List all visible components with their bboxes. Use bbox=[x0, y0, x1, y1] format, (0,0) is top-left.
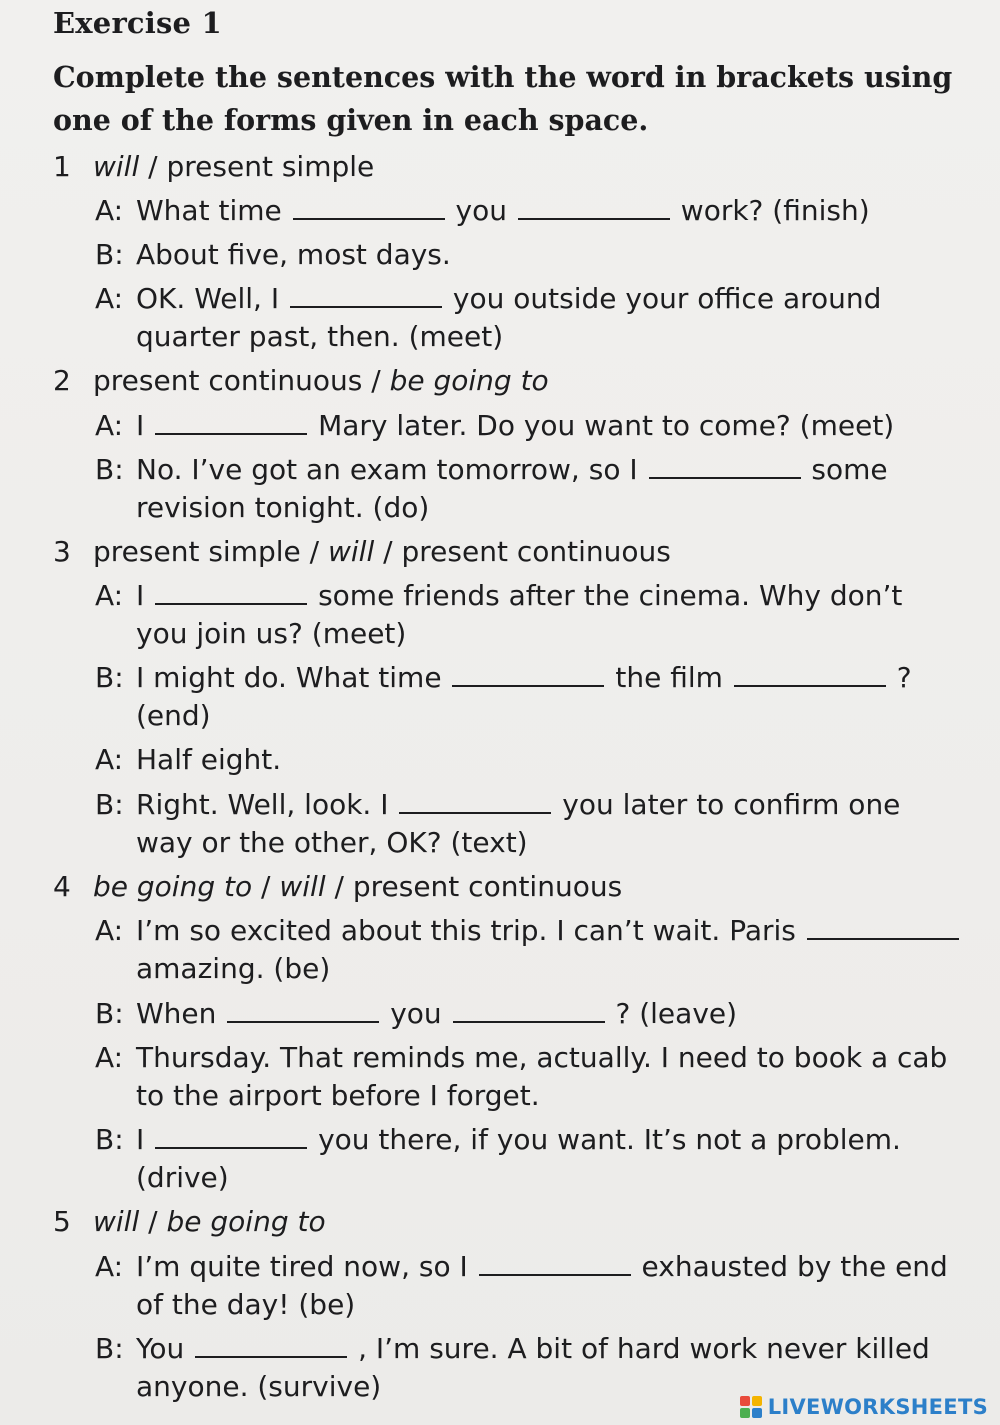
speaker-label: B: bbox=[95, 661, 124, 694]
logo-square bbox=[740, 1408, 750, 1418]
line-text bbox=[136, 1250, 948, 1283]
line-text bbox=[136, 579, 902, 612]
line-continuation: revision tonight. (do) bbox=[136, 491, 430, 524]
logo-square bbox=[740, 1396, 750, 1406]
item-forms bbox=[93, 535, 671, 568]
answer-blank[interactable] bbox=[290, 284, 442, 308]
item-number: 3 bbox=[53, 535, 71, 568]
text-part: Mary later. Do you want to come? (meet) bbox=[309, 409, 895, 442]
item-number: 5 bbox=[53, 1205, 71, 1238]
answer-blank[interactable] bbox=[293, 196, 445, 220]
form-italic: be going to bbox=[166, 1205, 326, 1238]
line-text bbox=[136, 661, 912, 694]
item-forms bbox=[93, 364, 549, 397]
speaker-label: A: bbox=[95, 409, 124, 442]
answer-blank[interactable] bbox=[399, 790, 551, 814]
line-text bbox=[136, 914, 961, 947]
text-part: you bbox=[446, 194, 516, 227]
line-continuation: amazing. (be) bbox=[136, 952, 331, 985]
text-part: you there, if you want. It’s not a problem. bbox=[309, 1123, 901, 1156]
form-text: / bbox=[139, 1205, 167, 1238]
text-part: I might do. What time bbox=[136, 661, 451, 694]
line-text bbox=[136, 788, 900, 821]
logo-square bbox=[752, 1408, 762, 1418]
text-part: some bbox=[802, 453, 888, 486]
text-part: When bbox=[136, 997, 226, 1030]
text-part: ? bbox=[887, 661, 912, 694]
liveworksheets-watermark bbox=[740, 1395, 988, 1419]
line-continuation: (end) bbox=[136, 699, 211, 732]
line-continuation: you join us? (meet) bbox=[136, 617, 407, 650]
item-forms bbox=[93, 1205, 326, 1238]
text-part: I bbox=[136, 579, 154, 612]
form-text: present continuous / bbox=[93, 364, 390, 397]
text-part: I bbox=[136, 409, 154, 442]
answer-blank[interactable] bbox=[452, 663, 604, 687]
line-text bbox=[136, 194, 870, 227]
text-part: exhausted by the end bbox=[632, 1250, 948, 1283]
form-italic: will bbox=[93, 150, 140, 183]
liveworksheets-logo-icon bbox=[740, 1396, 762, 1418]
speaker-label: A: bbox=[95, 914, 124, 947]
speaker-label: B: bbox=[95, 453, 124, 486]
item-number: 2 bbox=[53, 364, 71, 397]
form-text: / bbox=[252, 870, 280, 903]
text-part: , I’m sure. A bit of hard work never killed bbox=[349, 1332, 930, 1365]
form-text: / present continuous bbox=[374, 535, 671, 568]
item-forms bbox=[93, 150, 374, 183]
item-forms bbox=[93, 870, 622, 903]
speaker-label: B: bbox=[95, 997, 124, 1030]
line-text bbox=[136, 453, 888, 486]
form-italic: will bbox=[93, 1205, 140, 1238]
text-part: you bbox=[381, 997, 451, 1030]
line-text bbox=[136, 282, 881, 315]
text-part: you outside your office around bbox=[444, 282, 882, 315]
answer-blank[interactable] bbox=[518, 196, 670, 220]
watermark-text: LIVEWORKSHEETS bbox=[767, 1395, 988, 1419]
speaker-label: A: bbox=[95, 1250, 124, 1283]
form-italic: be going to bbox=[389, 364, 549, 397]
text-part: OK. Well, I bbox=[136, 282, 288, 315]
answer-blank[interactable] bbox=[734, 663, 886, 687]
text-part: work? (finish) bbox=[671, 194, 870, 227]
line-text bbox=[136, 997, 737, 1030]
line-continuation: to the airport before I forget. bbox=[136, 1079, 540, 1112]
answer-blank[interactable] bbox=[807, 916, 959, 940]
text-part: you later to confirm one bbox=[553, 788, 901, 821]
line-continuation: anyone. (survive) bbox=[136, 1370, 382, 1403]
answer-blank[interactable] bbox=[227, 999, 379, 1023]
line-text bbox=[136, 409, 894, 442]
line-text bbox=[136, 1332, 930, 1365]
text-part: What time bbox=[136, 194, 291, 227]
form-text: present simple / bbox=[93, 535, 328, 568]
speaker-label: A: bbox=[95, 1041, 124, 1074]
answer-blank[interactable] bbox=[649, 455, 801, 479]
answer-blank[interactable] bbox=[453, 999, 605, 1023]
text-part: No. I’ve got an exam tomorrow, so I bbox=[136, 453, 647, 486]
item-number: 1 bbox=[53, 150, 71, 183]
line-text: Thursday. That reminds me, actually. I need to book a cab bbox=[136, 1041, 948, 1074]
speaker-label: B: bbox=[95, 1123, 124, 1156]
text-part: I bbox=[136, 1123, 154, 1156]
speaker-label: B: bbox=[95, 788, 124, 821]
speaker-label: B: bbox=[95, 238, 124, 271]
logo-square bbox=[752, 1396, 762, 1406]
answer-blank[interactable] bbox=[155, 411, 307, 435]
speaker-label: A: bbox=[95, 579, 124, 612]
form-italic: will bbox=[279, 870, 326, 903]
line-text: Half eight. bbox=[136, 743, 282, 776]
item-number: 4 bbox=[53, 870, 71, 903]
answer-blank[interactable] bbox=[195, 1334, 347, 1358]
form-italic: will bbox=[328, 535, 375, 568]
exercise-title: Exercise 1 bbox=[53, 6, 222, 40]
text-part: Right. Well, look. I bbox=[136, 788, 398, 821]
line-continuation: of the day! (be) bbox=[136, 1288, 356, 1321]
speaker-label: A: bbox=[95, 282, 124, 315]
form-text: / present continuous bbox=[325, 870, 623, 903]
text-part: I’m so excited about this trip. I can’t wait. Paris bbox=[136, 914, 805, 947]
line-text: About five, most days. bbox=[136, 238, 451, 271]
line-text bbox=[136, 1123, 901, 1156]
text-part: the film bbox=[606, 661, 732, 694]
form-italic: be going to bbox=[93, 870, 253, 903]
answer-blank[interactable] bbox=[479, 1252, 631, 1276]
speaker-label: B: bbox=[95, 1332, 124, 1365]
text-part: You bbox=[136, 1332, 194, 1365]
speaker-label: A: bbox=[95, 194, 124, 227]
text-part: some friends after the cinema. Why don’t bbox=[309, 579, 903, 612]
form-text: / present simple bbox=[139, 150, 375, 183]
speaker-label: A: bbox=[95, 743, 124, 776]
line-continuation: way or the other, OK? (text) bbox=[136, 826, 528, 859]
line-continuation: quarter past, then. (meet) bbox=[136, 320, 504, 353]
answer-blank[interactable] bbox=[155, 1125, 307, 1149]
instructions: Complete the sentences with the word in brackets using one of the forms given in each space. bbox=[53, 60, 953, 137]
answer-blank[interactable] bbox=[155, 581, 307, 605]
text-part: ? (leave) bbox=[606, 997, 738, 1030]
line-continuation: (drive) bbox=[136, 1161, 229, 1194]
text-part: I’m quite tired now, so I bbox=[136, 1250, 477, 1283]
